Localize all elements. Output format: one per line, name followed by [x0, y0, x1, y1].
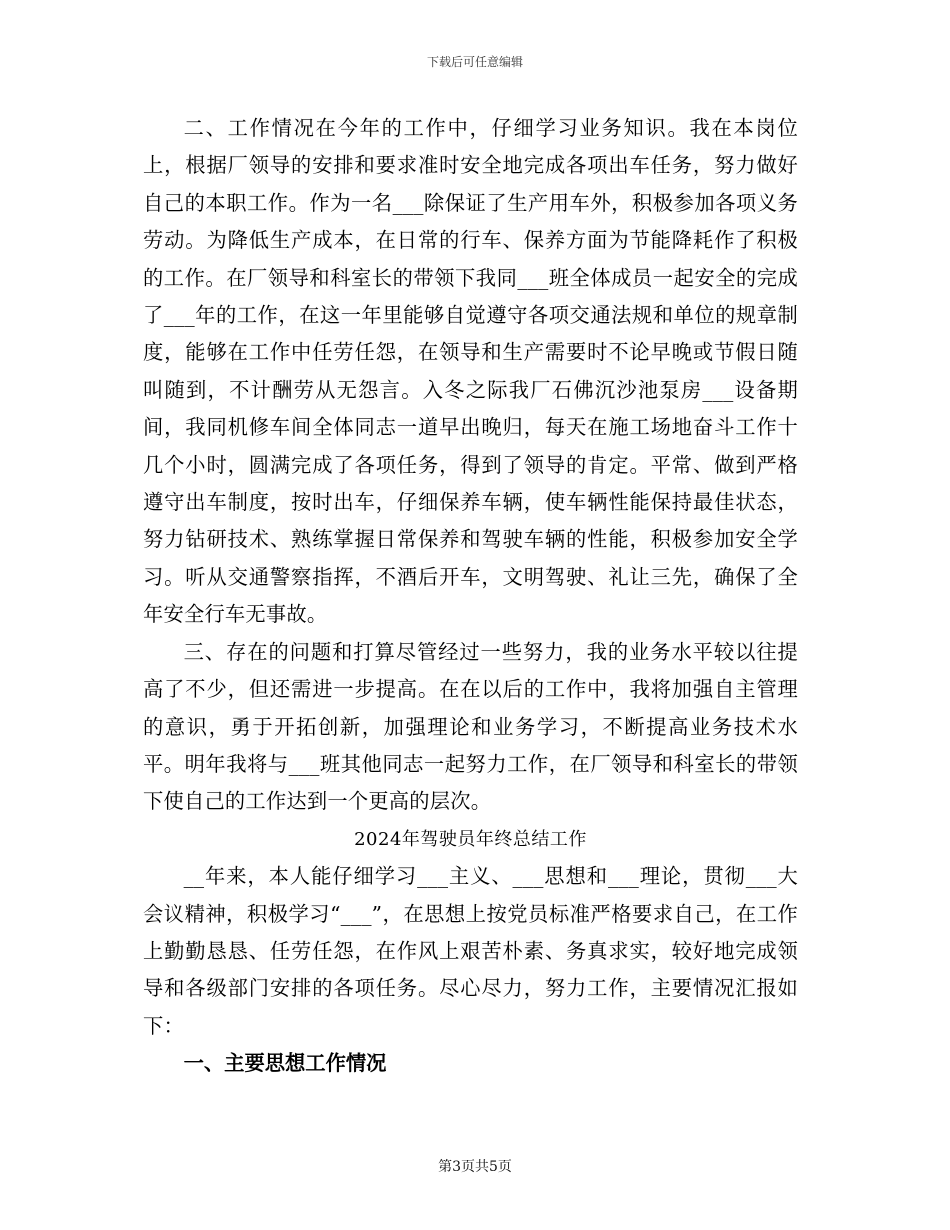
- paragraph-work-situation: 二、工作情况在今年的工作中，仔细学习业务知识。我在本岗位上，根据厂领导的安排和要求准时安全地完成各项出车任务，努力做好自己的本职工作。作为一名___除保证了生产用车外，积极参加各项义务劳动。为降低生产成本，在日常的行车、保养方面为节能降耗作了积极的工作。在厂领导和科室长的带领下我同___班全体成员一起安全的完成了___年的工作，在这一年里能够自觉遵守各项交通法规和单位的规章制度，能够在工作中任劳任怨，在领导和生产需要时不论早晚或节假日随叫随到，不计酬劳从无怨言。入冬之际我厂石佛沉沙池泵房___设备期间，我同机修车间全体同志一道早出晚归，每天在施工场地奋斗工作十几个小时，圆满完成了各项任务，得到了领导的肯定。平常、做到严格遵守出车制度，按时出车，仔细保养车辆，使车辆性能保持最佳状态，努力钻研技术、熟练掌握日常保养和驾驶车辆的性能，积极参加安全学习。听从交通警察指挥，不酒后开车，文明驾驶、礼让三先，确保了全年安全行车无事故。: [143, 116, 798, 627]
- page-header: 下载后可任意编辑: [426, 55, 523, 69]
- paragraph-intro: __年来，本人能仔细学习___主义、___思想和___理论，贯彻___大会议精神，积极学习“___”，在思想上按党员标准严格要求自己，在工作上勤勤恳恳、任劳任怨，在作风上艰苦朴素、务真求实，较好地完成领导和各级部门安排的各项任务。尽心尽力，努力工作，主要情况汇报如下：: [143, 864, 798, 1038]
- section-heading: 一、主要思想工作情况: [183, 1051, 387, 1076]
- page-footer: 第3页共5页: [438, 1159, 512, 1175]
- document-title: 2024年驾驶员年终总结工作: [354, 828, 587, 850]
- document-body: [143, 110, 798, 1083]
- paragraph-problems-plans: 三、存在的问题和打算尽管经过一些努力，我的业务水平较以往提高了不少，但还需进一步提高。在在以后的工作中，我将加强自主管理的意识，勇于开拓创新，加强理论和业务学习，不断提高业务技术水平。明年我将与___班其他同志一起努力工作，在厂领导和科室长的带领下使自己的工作达到一个更高的层次。: [143, 639, 798, 814]
